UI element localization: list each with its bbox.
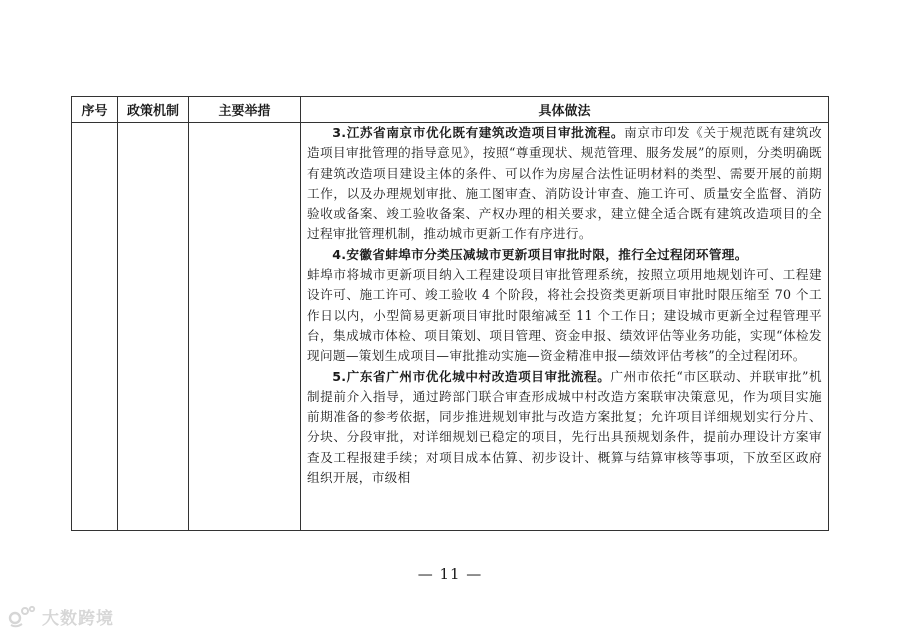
policy-table <box>71 96 829 531</box>
header-seq: 序号 <box>72 97 118 123</box>
brand-logo-icon <box>8 605 38 629</box>
cell-mechanism <box>118 123 189 531</box>
watermark <box>8 604 114 629</box>
cell-seq <box>72 123 118 531</box>
table-header-row <box>72 97 829 123</box>
paragraph-title: 3.江苏省南京市优化既有建筑改造项目审批流程。 <box>332 125 625 140</box>
page-number: — 11 — <box>417 565 483 583</box>
paragraph-text: 广州市依托“市区联动、并联审批”机制提前介入指导，通过跨部门联合审查形成城中村改造方案联审决策意见，作为项目实施前期准备的参考依据，同步推进规划审批与改造方案批复；允许项目详细规划实行分片、分块、分段审批，对详细规划已稳定的项目，先行出具预规划条件，提前办理设计方案审查及工程报建手续；对项目成本估算、初步设计、概算与结算审核等事项，下放至区政府组织开展，市级相 <box>307 368 822 486</box>
paragraph-jiangsu-nanjing <box>307 123 822 245</box>
paragraph-text: 南京市印发《关于规范既有建筑改造项目审批管理的指导意见》，按照“尊重现状、规范管理、服务发展”的原则，分类明确既有建筑改造项目建设主体的条件、可以作为房屋合法性证明材料的类型、需要开展的前期工作，以及办理规划审批、施工图审查、消防设计审查、施工许可、质量安全监督、消防验收或备案、竣工验收备案、产权办理的相关要求，建立健全适合既有建筑改造项目的全过程审批管理机制，推动城市更新工作有序进行。 <box>307 125 822 242</box>
header-practice: 具体做法 <box>301 97 829 123</box>
paragraph-title: 4.安徽省蚌埠市分类压减城市更新项目审批时限，推行全过程闭环管理。 <box>332 246 748 262</box>
cell-measures <box>189 123 301 531</box>
practice-content <box>301 123 828 530</box>
paragraph-anhui-bengbu-body <box>307 265 822 366</box>
watermark-text: 大数跨境 <box>42 609 114 629</box>
header-mechanism: 政策机制 <box>118 97 189 123</box>
paragraph-anhui-bengbu-title <box>307 245 822 265</box>
header-measures: 主要举措 <box>189 97 301 123</box>
paragraph-guangdong-guangzhou <box>307 367 822 489</box>
table-row <box>72 123 829 531</box>
paragraph-text: 蚌埠市将城市更新项目纳入工程建设项目审批管理系统，按照立项用地规划许可、工程建设许可、施工许可、竣工验收 4 个阶段，将社会投资类更新项目审批时限压缩至 70 个工作日以内，小型简易更新项目审批时限缩减至 11 个工作日；建设城市更新全过程管理平台，集成城市体检、项目策划、项目管理、资金申报、绩效评估等业务功能，实现“体检发现问题—策划生成项目—审批推动实施—资金精准申报—绩效评估考核”的全过程闭环。 <box>307 267 822 364</box>
paragraph-title: 5.广东省广州市优化城中村改造项目审批流程。 <box>332 368 611 384</box>
cell-practice <box>301 123 829 531</box>
